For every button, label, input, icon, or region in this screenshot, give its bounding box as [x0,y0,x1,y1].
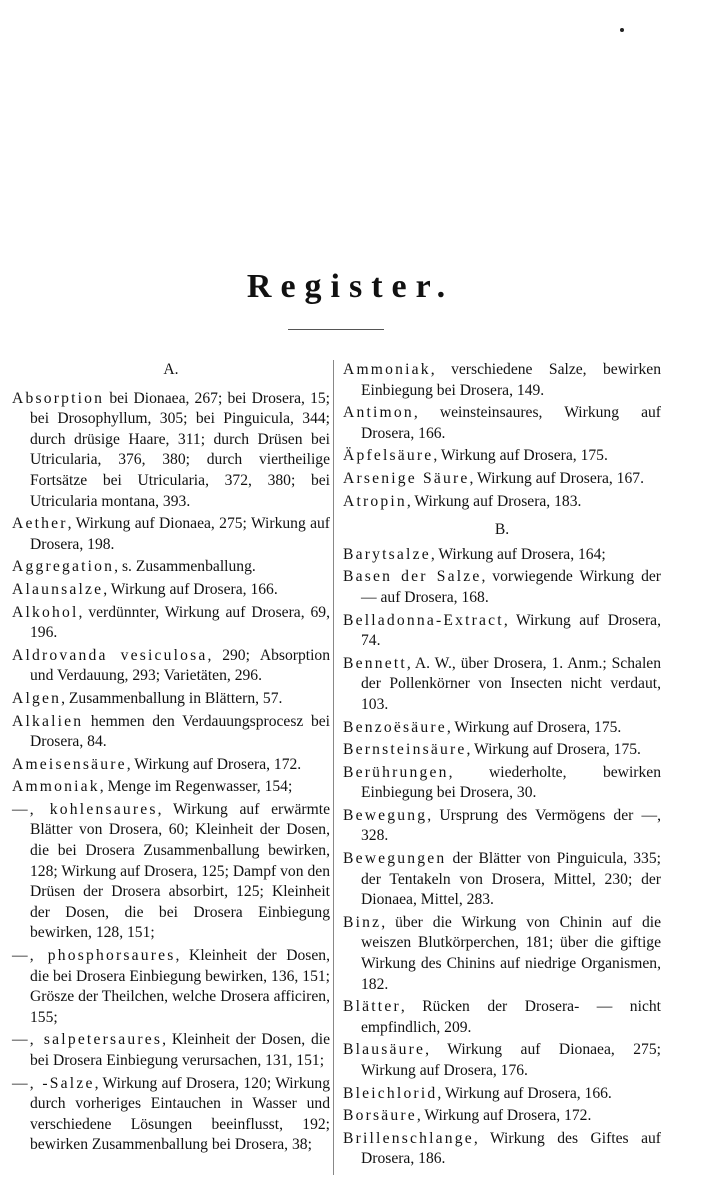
entry-headword: Absorption [12,389,105,407]
entry-headword: Ammoniak [12,778,100,796]
entry-text: , wiederholte, bewirken Einbiegung bei Drosera, 30. [361,763,661,802]
column-divider [333,360,334,1175]
index-column-right [343,360,661,1172]
index-entry [343,718,661,739]
entry-text: , Wirkung auf Drosera, 183. [406,492,582,510]
entry-headword: Bewegung [343,806,428,824]
entry-text: , Wirkung auf Drosera, 166. [103,580,278,598]
entry-text: , Wirkung des Giftes auf Drosera, 186. [361,1129,661,1168]
page-title: Register. [246,268,455,305]
index-entry [12,777,330,798]
entry-headword: Arsenige Säure [343,469,470,487]
entry-list-left [12,389,330,1156]
entry-list-right-a [343,360,661,512]
entry-text: der Blätter von Pinguicula, 335; der Tentakeln von Drosera, Mittel, 230; der Dionaea, Mittel, 283. [361,850,661,909]
entry-headword: Brillenschlange [343,1129,474,1147]
index-entry [343,1084,661,1105]
index-entry [12,580,330,601]
entry-headword: —, salpetersaures [12,1031,163,1049]
index-entry [343,849,661,911]
index-entry [343,469,661,490]
entry-text: , Wirkung auf Drosera, 175. [433,447,608,465]
entry-headword: Berührungen [343,763,449,781]
index-entry [343,913,661,995]
entry-headword: Binz [343,913,382,931]
index-entry [343,763,661,804]
entry-headword: Benzoësäure [343,718,447,736]
entry-text: , Wirkung auf Dionaea, 275; Wirkung auf Drosera, 198. [30,515,330,553]
entry-text: , Kleinheit der Dosen, die bei Drosera Einbiegung verursachen, 131, 151; [30,1031,330,1069]
entry-headword: Aether [12,515,68,533]
index-entry [12,800,330,944]
entry-headword: Algen [12,689,62,707]
section-heading-b: B. [494,521,510,539]
entry-headword: Atropin [343,492,407,510]
entry-headword: Basen der Salze [343,568,482,586]
entry-headword: Bennett [343,654,407,672]
entry-list-right-b [343,545,661,1170]
section-heading-a: A. [163,361,179,378]
entry-text: , Wirkung auf Drosera, 167. [469,469,644,487]
entry-headword: Borsäure [343,1107,417,1125]
entry-text: , Rücken der Drosera- — nicht empfindlich, 209. [361,998,661,1036]
entry-text: , Wirkung auf Drosera, 164; [430,545,606,563]
index-entry [12,1030,330,1071]
index-entry [12,689,330,710]
entry-text: , Ursprung des Vermögens der —, 328. [361,806,661,845]
index-entry [12,603,330,644]
index-entry [343,611,661,652]
entry-headword: —, kohlensaures [12,800,158,818]
entry-text: hemmen den Verdauungsprocesz bei Drosera, 84. [30,712,330,751]
entry-text: , Wirkung auf Drosera, 172. [416,1107,592,1125]
index-entry [343,567,661,608]
title-rule [288,329,384,330]
index-entry [343,403,661,444]
index-entry [343,1040,661,1081]
entry-headword: Belladonna-Extract [343,611,504,629]
entry-text: , Kleinheit der Dosen, die bei Drosera Einbiegung bewirken, 136, 151; Grösze der Theilchen, welche Drosera afficiren, 155; [30,947,330,1026]
entry-text: bei Dionaea, 267; bei Drosera, 15; bei Drosophyllum, 305; bei Pinguicula, 344; durch drüsige Haare, 311; durch Drüsen bei Utricularia, 376, 380; durch viertheilige Fortsätze bei Utricularia, 372, 380; bei Utricularia montana, 393. [30,389,330,510]
entry-headword: Barytsalze [343,545,431,563]
entry-text: , Wirkung auf Drosera, 166. [437,1084,612,1102]
entry-text: , verdünnter, Wirkung auf Drosera, 69, 196. [30,603,330,642]
entry-headword: —, -Salze [12,1074,95,1092]
entry-text: , Menge im Regenwasser, 154; [99,778,293,796]
index-entry [12,946,330,1028]
index-entry [343,360,661,401]
entry-text: , Zusammenballung in Blättern, 57. [61,689,283,707]
entry-headword: Bewegungen [343,850,447,868]
entry-headword: Ameisensäure [12,755,127,773]
index-entry [343,545,661,566]
index-entry [12,389,330,513]
index-entry [12,514,330,555]
entry-headword: Alaunsalze [12,580,104,598]
index-entry [343,492,661,513]
index-entry [12,557,330,578]
ink-speck [620,28,624,32]
index-column-left [12,360,330,1158]
entry-text: , 290; Absorption und Verdauung, 293; Varietäten, 296. [30,646,331,685]
entry-text: , Wirkung auf Drosera, 175. [466,741,641,759]
entry-text: , verschiedene Salze, bewirken Einbiegung bei Drosera, 149. [361,361,661,399]
index-entry [343,740,661,761]
entry-text: , Wirkung auf Drosera, 120; Wirkung durch vorheriges Eintauchen in Wasser und verschiedene Lösungen beeinflusst, 192; bewirken Zusammenballung bei Drosera, 38; [30,1074,331,1154]
entry-text: , Wirkung auf Dionaea, 275; Wirkung auf Drosera, 176. [361,1041,661,1079]
entry-headword: Bernsteinsäure [343,741,467,759]
entry-text: , s. Zusammenballung. [114,558,256,576]
index-entry [343,446,661,467]
entry-headword: Blätter [343,998,401,1016]
entry-text: , Wirkung auf erwärmte Blätter von Drosera, 60; Kleinheit der Dosen, die bei Drosera Zusammenballung bewirken, 128; Wirkung auf Drosera, 125; Dampf von den Drüsen der Drosera absorbirt, 125; Kleinheit der Dosen, die bei Drosera Einbiegung bewirken, 128, 151; [30,800,330,942]
index-entry [12,712,330,753]
entry-headword: Alkohol [12,603,79,621]
entry-text: , Wirkung auf Drosera, 172. [126,755,302,773]
index-entry [343,654,661,716]
entry-text: , weinsteinsaures, Wirkung auf Drosera, 166. [361,404,661,442]
index-entry [343,806,661,847]
index-entry [343,997,661,1038]
entry-headword: —, phosphorsaures [12,947,176,965]
entry-text: , Wirkung auf Drosera, 175. [446,718,622,736]
entry-headword: Bleichlorid [343,1084,438,1102]
index-entry [12,1074,330,1156]
entry-text: , über die Wirkung von Chinin auf die weiszen Blutkörperchen, 181; über die giftige Wirkung des Chinins auf niedrige Organismen, 182. [361,913,661,993]
entry-headword: Äpfelsäure [343,447,434,465]
entry-headword: Aldrovanda vesiculosa [12,646,208,664]
index-entry [343,1106,661,1127]
entry-headword: Ammoniak [343,361,431,378]
index-entry [12,646,330,687]
entry-headword: Blausäure [343,1041,426,1059]
entry-headword: Alkalien [12,712,84,730]
entry-headword: Aggregation [12,558,115,576]
entry-headword: Antimon [343,404,414,422]
entry-text: , vorwiegende Wirkung der — auf Drosera, 168. [361,568,661,606]
index-entry [343,1129,661,1170]
entry-text: , Wirkung auf Drosera, 74. [361,611,661,650]
entry-text: , A. W., über Drosera, 1. Anm.; Schalen der Pollenkörner von Insecten nicht verdaut, 103. [361,654,661,713]
index-entry [12,755,330,776]
